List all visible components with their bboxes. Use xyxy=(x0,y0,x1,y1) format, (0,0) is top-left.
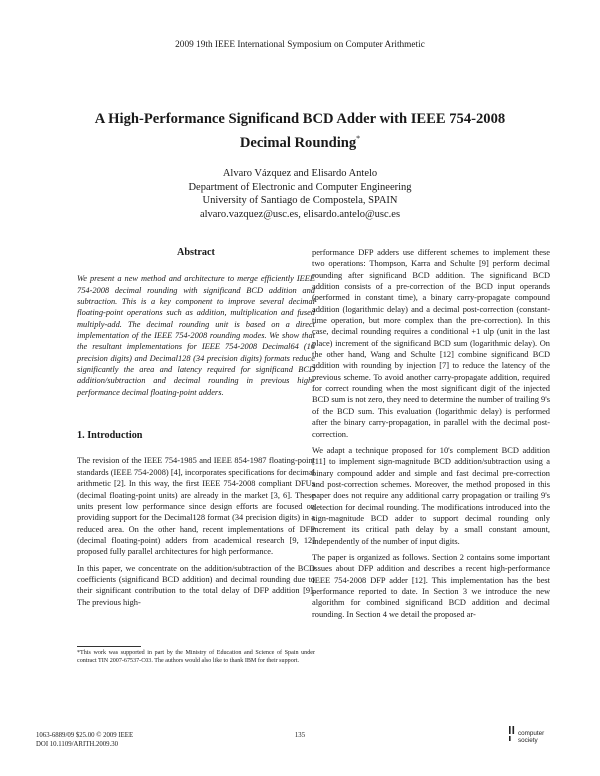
computer-society-logo xyxy=(505,724,565,752)
right-paragraph-2: We adapt a technique proposed for 10's complement BCD addition [11] to implement sign-magnitude BCD addition/subtraction using a binary compound adder and simple and fast decimal pre-correction and post-correction schemes. Moreover, the method proposed in this paper does not require any additional carry propagation or trailing 9's detection for decimal rounding. The modifications introduced into the sign-magnitude BCD adder to support decimal rounding only increment its critical path delay by a small constant amount, independently of the number of input digits. xyxy=(312,445,550,546)
doi: DOI 10.1109/ARITH.2009.30 xyxy=(36,740,119,748)
right-paragraph-1: performance DFP adders use different schemes to implement these two operations: Thompson, Karra and Schulte [9] perform decimal rounding after significand BCD addition. The significand BCD addition consists of a pre-correction of the BCD input operands (performed in constant time), a binary carry-propagate compound addition (logarithmic delay) and a decimal post-correction (constant-time operation, but more complex than the pre-correction). In this case, decimal rounding requires a conditional +1 ulp (unit in the last place) increment of the significand BCD sum (logarithmic delay). On the other hand, Wang and Schulte [12] combine significand BCD addition with rounding by injection [7] to reduce the latency of the previous scheme. To avoid another carry-propagate addition, required for correct rounding when the most significant digit of the injected BCD sum is not zero, they need to determine the number of trailing 9's of the BCD sum. This evaluation (logarithmic delay) is performed after the binary carry-propagation, in parallel with the decimal post-correction. xyxy=(312,248,550,439)
right-paragraph-3: The paper is organized as follows. Section 2 contains some important issues about DFP addition and describes a recent high-performance IEEE 754-2008 DFP adder [12]. This implementation has the best performance reported to date. In Section 3 we introduce the new algorithm for combined significand BCD addition and decimal rounding. In Section 4 we detail the proposed ar- xyxy=(312,552,550,619)
footnote: *This work was supported in part by the Ministry of Education and Science of Spain under contract TIN 2007-67537-C03. The authors would also like to thank IBM for their support. xyxy=(77,650,315,664)
paper-title-text: A High-Performance Significand BCD Adder with IEEE 754-2008 Decimal Rounding xyxy=(94,111,506,151)
computer-society-logo-icon xyxy=(505,724,519,746)
logo-text xyxy=(518,730,544,744)
paper-title xyxy=(70,110,530,153)
intro-paragraph-1: The revision of the IEEE 754-1985 and IEEE 854-1987 floating-point standards (IEEE 754-2008) [4], incorporates specifications for decimal arithmetic [2]. In this way, the first IEEE 754-2008 compliant DFUs (decimal floating-point units) are already in the market [3, 6]. These units present low performance since design efforts are focused on providing support for the Decimal128 format (34 precision digits) in a reduced area. On the other hand, recent implementations of DFP (decimal floating-point) adders from academical research [9, 12] proposed fully parallel architectures for high performance. xyxy=(77,456,315,557)
publication-identifier: 1063-6889/09 $25.00 © 2009 IEEE xyxy=(36,732,134,739)
author-block xyxy=(0,167,600,221)
logo-line-1: computer xyxy=(518,730,545,737)
intro-paragraph-2: In this paper, we concentrate on the addition/subtraction of the BCD coefficients (significand BCD addition) and decimal rounding due to their significant contribution to the total delay of DFP addition [9]. The previous high- xyxy=(77,563,315,607)
author-names: Alvaro Vázquez and Elisardo Antelo xyxy=(222,168,378,179)
author-department: Department of Electronic and Computer Engineering xyxy=(188,181,412,193)
right-column xyxy=(312,247,550,625)
page-number: 135 xyxy=(294,732,306,739)
left-column xyxy=(77,247,315,613)
logo-line-2: society xyxy=(518,737,538,744)
abstract-heading: Abstract xyxy=(177,247,215,258)
abstract-text: We present a new method and architecture to merge efficiently IEEE 754-2008 decimal rounding with significand BCD addition and subtraction. This is a key component to improve several decimal floating-point operations such as addition, multiplication and fused multiply-add. The decimal rounding unit is based on a direct implementation of the IEEE 754-2008 rounding modes. We show that the resultant implementations for IEEE 754-2008 Decimal64 (16 precision digits) and Decimal128 (34 precision digits) formats reduce significantly the area and latency required for significand BCD addition/subtraction and decimal rounding in previous high-performance decimal floating-point adders. xyxy=(77,274,315,397)
introduction-heading: 1. Introduction xyxy=(77,430,143,442)
footnote-divider xyxy=(77,646,141,647)
conference-header: 2009 19th IEEE International Symposium on Computer Arithmetic xyxy=(175,40,425,50)
author-emails: alvaro.vazquez@usc.es, elisardo.antelo@usc.es xyxy=(199,208,401,220)
author-university: University of Santiago de Compostela, SPAIN xyxy=(202,195,398,207)
title-footnote-mark: * xyxy=(356,134,361,143)
